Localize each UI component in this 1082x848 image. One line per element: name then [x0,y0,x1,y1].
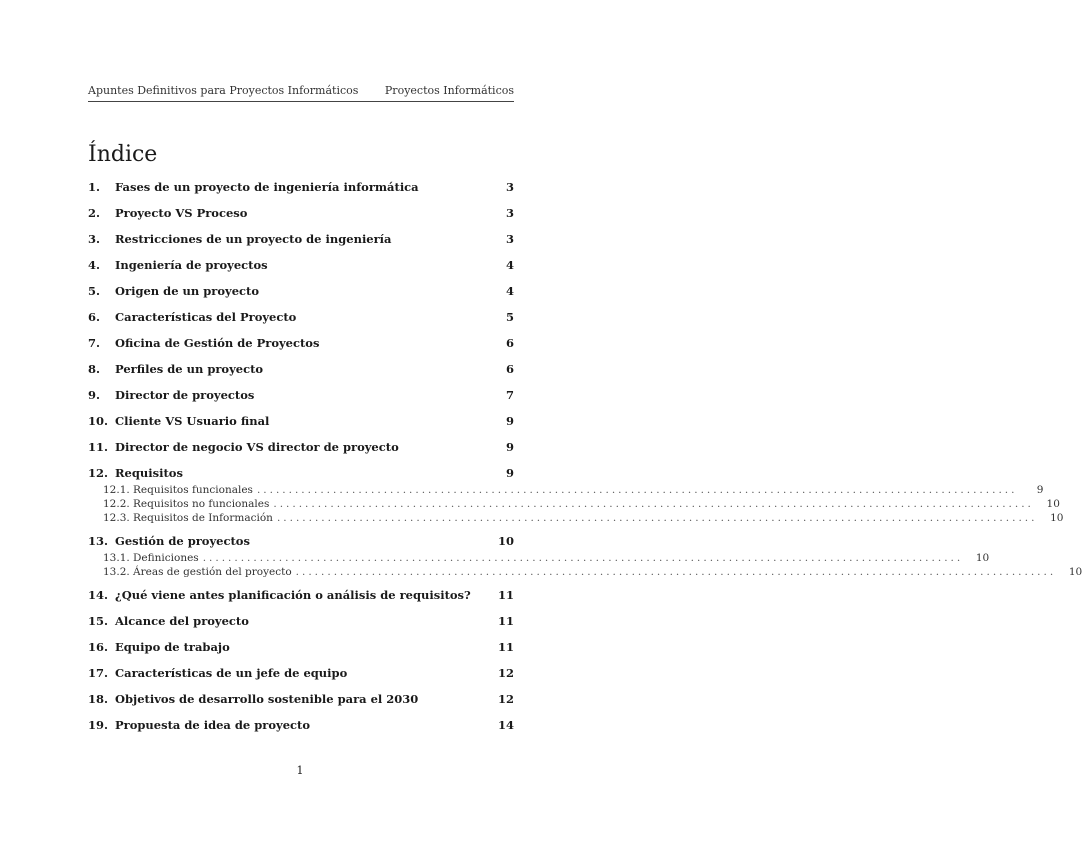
toc-entry[interactable] [88,534,514,552]
toc-subentry-title: Áreas de gestión del proyecto [133,566,292,578]
toc-entry-title: ¿Qué viene antes planificación o análisis de requisitos? [115,588,471,602]
toc-entry-page: 5 [505,310,514,324]
toc-entry-title: Requisitos [115,466,183,480]
toc-entry-page: 10 [497,534,514,548]
dot-leader: ........................................................................................................................ [202,552,964,564]
toc-entry-number: 5. [88,284,101,298]
toc-entry[interactable] [88,284,514,302]
toc-entry-page: 3 [505,180,514,194]
toc-entry-number: 2. [88,206,101,220]
toc-entry[interactable] [88,258,514,276]
toc-entry-number: 16. [88,640,109,654]
toc-entry-number: 8. [88,362,101,376]
toc-subentry-number: 13.1. [103,552,130,564]
toc-entry-page: 3 [505,232,514,246]
toc-entry-title: Equipo de trabajo [115,640,230,654]
toc-entry-number: 19. [88,718,109,732]
toc-entry-number: 13. [88,534,109,548]
toc-subentry-title: Definiciones [133,552,199,564]
toc-subentry[interactable] [88,512,1064,526]
toc-subentry-number: 12.1. [103,484,130,496]
toc-entry-number: 15. [88,614,109,628]
dot-leader: ........................................................................................................................ [295,566,1057,578]
toc-entry-page: 6 [505,336,514,350]
toc-entry-title: Características de un jefe de equipo [115,666,348,680]
toc-entry-title: Oficina de Gestión de Proyectos [115,336,320,350]
toc-entry[interactable] [88,388,514,406]
toc-entry-title: Proyecto VS Proceso [115,206,248,220]
toc-entry-title: Características del Proyecto [115,310,297,324]
toc-entry-title: Gestión de proyectos [115,534,250,548]
toc-entry[interactable] [88,232,514,250]
header-rule [88,101,514,102]
toc-entry-title: Perfiles de un proyecto [115,362,264,376]
toc-entry[interactable] [88,414,514,432]
toc-entry-page: 14 [497,718,514,732]
toc-entry-number: 3. [88,232,101,246]
toc-subentry-page: 10 [1046,498,1060,510]
toc-entry-page: 9 [505,466,514,480]
toc-subentry-page: 10 [1068,566,1082,578]
toc-entry[interactable] [88,718,514,736]
toc-entry-page: 6 [505,362,514,376]
toc-entry-title: Fases de un proyecto de ingeniería informática [115,180,419,194]
toc-subentry-page: 10 [1050,512,1064,524]
toc-entry-number: 6. [88,310,101,324]
toc-entry-number: 17. [88,666,109,680]
dot-leader: ........................................................................................................................ [276,512,1038,524]
toc-entry[interactable] [88,666,514,684]
toc-subentry-number: 12.2. [103,498,130,510]
toc-entry-page: 9 [505,440,514,454]
toc-subentry-number: 12.3. [103,512,130,524]
toc-entry[interactable] [88,310,514,328]
toc-entry[interactable] [88,640,514,658]
table-of-contents [88,172,1082,736]
toc-entry[interactable] [88,588,514,606]
toc-entry-page: 4 [505,284,514,298]
toc-entry[interactable] [88,180,514,198]
toc-entry-title: Propuesta de idea de proyecto [115,718,310,732]
toc-entry-title: Objetivos de desarrollo sostenible para el 2030 [115,692,419,706]
toc-entry-title: Director de proyectos [115,388,255,402]
toc-entry-title: Director de negocio VS director de proyecto [115,440,399,454]
toc-entry-title: Origen de un proyecto [115,284,260,298]
toc-entry[interactable] [88,692,514,710]
toc-entry[interactable] [88,336,514,354]
toc-entry[interactable] [88,206,514,224]
toc-entry-page: 12 [497,666,514,680]
toc-entry-title: Ingeniería de proyectos [115,258,268,272]
toc-subentry-title: Requisitos no funcionales [133,498,270,510]
toc-entry-page: 3 [505,206,514,220]
toc-subentry-page: 9 [1036,484,1044,496]
toc-entry-number: 7. [88,336,101,350]
toc-entry-number: 11. [88,440,109,454]
toc-entry[interactable] [88,466,514,484]
toc-entry[interactable] [88,362,514,380]
toc-subentry-title: Requisitos funcionales [133,484,253,496]
toc-subentry[interactable] [88,566,1082,580]
toc-entry-number: 4. [88,258,101,272]
toc-entry-number: 1. [88,180,101,194]
toc-subentry[interactable] [88,552,990,566]
toc-entry-number: 9. [88,388,101,402]
toc-entry-title: Restricciones de un proyecto de ingeniería [115,232,392,246]
toc-entry-page: 12 [497,692,514,706]
toc-entry-page: 11 [497,614,514,628]
toc-subentry-number: 13.2. [103,566,130,578]
toc-entry-page: 9 [505,414,514,428]
toc-subentry-title: Requisitos de Información [133,512,273,524]
page-number: 1 [296,764,304,777]
toc-entry-page: 11 [497,640,514,654]
toc-entry-number: 12. [88,466,109,480]
toc-entry-page: 4 [505,258,514,272]
toc-entry[interactable] [88,614,514,632]
toc-subentry-page: 10 [975,552,990,564]
toc-entry[interactable] [88,440,514,458]
running-header [88,84,514,100]
toc-title: Índice [88,142,158,167]
toc-subentry[interactable] [88,484,1044,498]
toc-entry-page: 11 [497,588,514,602]
toc-entry-page: 7 [505,388,514,402]
toc-entry-number: 10. [88,414,109,428]
toc-entry-title: Alcance del proyecto [115,614,249,628]
header-left-text: Apuntes Definitivos para Proyectos Informáticos [88,84,359,97]
toc-entry-number: 14. [88,588,109,602]
toc-subentry[interactable] [88,498,1060,512]
dot-leader: ........................................................................................................................ [256,484,1018,496]
toc-entry-number: 18. [88,692,109,706]
toc-entry-title: Cliente VS Usuario final [115,414,270,428]
header-right-text: Proyectos Informáticos [384,84,514,97]
dot-leader: ........................................................................................................................ [273,498,1034,510]
